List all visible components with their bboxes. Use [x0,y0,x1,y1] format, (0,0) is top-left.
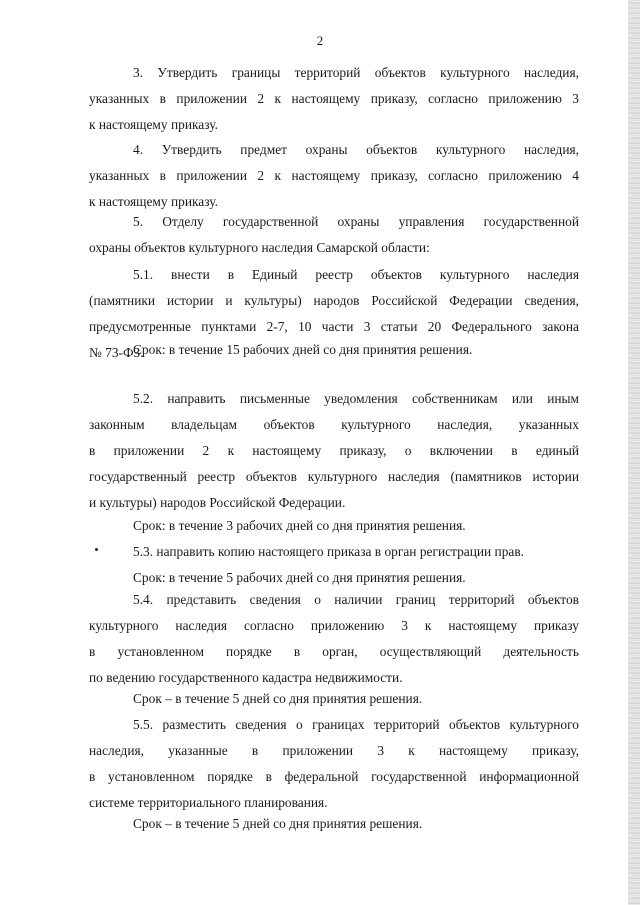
text-line: законным владельцам объектов культурного наследия, указанных [89,417,579,432]
paragraph-clause-5 [89,209,579,261]
scan-speck [95,548,98,551]
text-line: в установленном порядке в орган, осуществляющий деятельность [89,644,579,659]
text-line: в приложении 2 к настоящему приказу, о включении в единый [89,443,579,458]
text-line: наследия, указанные в приложении 3 к настоящему приказу, [89,743,579,758]
text-line: указанных в приложении 2 к настоящему приказу, согласно приложению 4 [89,168,579,183]
deadline-clause-5-5 [89,811,579,837]
text-line: 3. Утвердить границы территорий объектов культурного наследия, [133,65,579,80]
text-line: в установленном порядке в федеральной государственной информационной [89,769,579,784]
text-line: 5.4. представить сведения о наличии границ территорий объектов [133,592,579,607]
text-line: 5.1. внести в Единый реестр объектов культурного наследия [133,267,579,282]
deadline-clause-5-1 [89,337,579,363]
deadline-clause-5-2 [89,513,579,539]
text-line: 5.3. направить копию настоящего приказа в орган регистрации прав. [133,544,525,559]
text-line: указанных в приложении 2 к настоящему приказу, согласно приложению 3 [89,91,579,106]
paragraph-clause-3 [89,60,579,138]
text-line: Срок: в течение 3 рабочих дней со дня принятия решения. [133,518,466,533]
paragraph-clause-5-2 [89,386,579,516]
text-line: 4. Утвердить предмет охраны объектов культурного наследия, [133,142,579,157]
text-line: культурного наследия согласно приложению 3 к настоящему приказу [89,618,579,633]
text-line: (памятники истории и культуры) народов Российской Федерации сведения, [89,293,579,308]
text-line: № 73-ФЗ. [89,345,144,360]
page-number: 2 [316,33,324,48]
paragraph-clause-5-5 [89,712,579,816]
text-line: государственный реестр объектов культурного наследия (памятников истории [89,469,579,484]
paragraph-clause-5-4 [89,587,579,691]
text-line: 5. Отделу государственной охраны управления государственной [133,214,579,229]
text-line: Срок – в течение 5 дней со дня принятия решения. [133,816,423,831]
text-line: 5.5. разместить сведения о границах территорий объектов культурного [133,717,579,732]
paragraph-clause-4 [89,137,579,215]
paragraph-clause-5-3 [89,539,579,565]
text-line: к настоящему приказу. [89,194,218,209]
text-line: по ведению государственного кадастра недвижимости. [89,670,403,685]
deadline-clause-5-4 [89,686,579,712]
scan-edge-shadow [628,0,640,905]
text-line: к настоящему приказу. [89,117,218,132]
text-line: Срок: в течение 15 рабочих дней со дня принятия решения. [133,342,473,357]
text-line: системе территориального планирования. [89,795,328,810]
text-line: и культуры) народов Российской Федерации. [89,495,346,510]
text-line: Срок: в течение 5 рабочих дней со дня принятия решения. [133,570,466,585]
text-line: предусмотренные пунктами 2-7, 10 части 3 статьи 20 Федерального закона [89,319,579,334]
text-line: 5.2. направить письменные уведомления собственникам или иным [133,391,579,406]
text-line: охраны объектов культурного наследия Самарской области: [89,240,430,255]
text-line: Срок – в течение 5 дней со дня принятия решения. [133,691,423,706]
